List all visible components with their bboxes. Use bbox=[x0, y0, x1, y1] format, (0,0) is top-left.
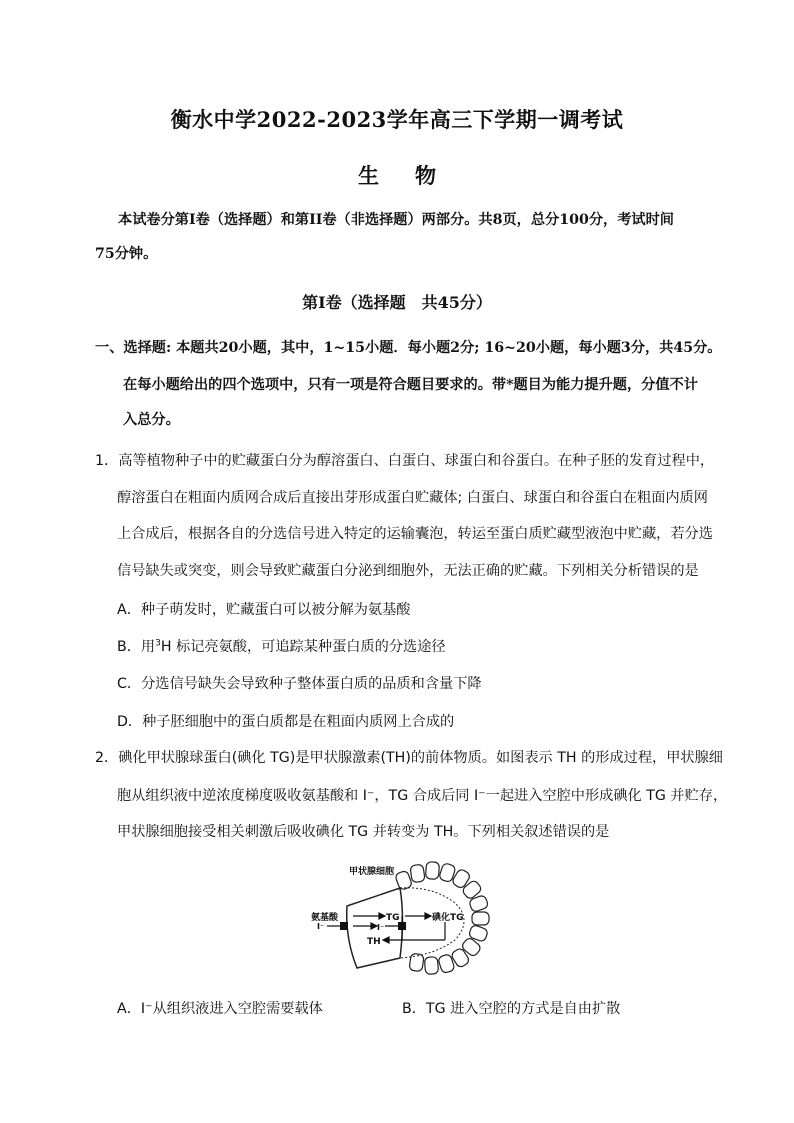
subject-char-2: 物 bbox=[415, 163, 436, 188]
cavity-transporter-icon bbox=[398, 922, 406, 930]
subject-char-1: 生 bbox=[358, 163, 379, 188]
intro-line-2: 75分钟。 bbox=[95, 246, 158, 262]
thyroid-follicle-diagram bbox=[305, 858, 495, 978]
q1-option-b-superscript: 3 bbox=[155, 638, 161, 649]
label-tg: TG bbox=[386, 913, 400, 923]
thyroid-cell-shape bbox=[347, 888, 403, 968]
instruction-line-3: 入总分。 bbox=[123, 412, 180, 428]
tg-arrowhead bbox=[425, 913, 431, 919]
instruction-line-1: 一、选择题: 本题共20小题，其中，1~15小题．每小题2分; 16~20小题，每小题3分，共45分。 bbox=[95, 340, 722, 356]
exam-title: 衡水中学2022-2023学年高三下学期一调考试 bbox=[170, 107, 624, 132]
label-amino-acid: 氨基酸 bbox=[311, 913, 339, 923]
subject-title bbox=[0, 160, 794, 190]
label-iodide-outside: I⁻ bbox=[317, 922, 325, 931]
q1-option-d: D．种子胚细胞中的蛋白质都是在粗面内质网上合成的 bbox=[117, 714, 455, 730]
intro-line-1: 本试卷分第I卷（选择题）和第II卷（非选择题）两部分。共8页，总分100分，考试时间 bbox=[118, 212, 674, 228]
section-title: 第I卷（选择题 共45分） bbox=[302, 293, 492, 312]
iodide-transporter-icon bbox=[340, 922, 348, 930]
q2-line-3: 甲状腺细胞接受相关刺激后吸收碘化 TG 并转变为 TH。下列相关叙述错误的是 bbox=[117, 824, 610, 840]
q2-option-a: A．I⁻从组织液进入空腔需要载体 bbox=[117, 1001, 323, 1017]
label-th: TH bbox=[367, 937, 381, 947]
instruction-line-2: 在每小题给出的四个选项中，只有一项是符合题目要求的。带*题目为能力提升题，分值不计 bbox=[123, 377, 698, 393]
label-iodinated-tg: 碘化TG bbox=[432, 913, 464, 923]
q2-line-2: 胞从组织液中逆浓度梯度吸收氨基酸和 I⁻，TG 合成后同 I⁻一起进入空腔中形成碘化 TG 并贮存， bbox=[117, 788, 728, 804]
q1-option-b bbox=[117, 636, 446, 656]
q1-option-b-prefix: B．用 bbox=[117, 639, 156, 655]
label-iodide-inside: I⁻ bbox=[377, 923, 385, 932]
q2-line-1: 2．碘化甲状腺球蛋白(碘化 TG)是甲状腺激素(TH)的前体物质。如图表示 TH 的形成过程，甲状腺细 bbox=[95, 750, 723, 766]
q1-line-2: 醇溶蛋白在粗面内质网合成后直接出芽形成蛋白贮藏体; 白蛋白、球蛋白和谷蛋白在粗面内质网 bbox=[117, 490, 708, 506]
q1-line-4: 信号缺失或突变，则会导致贮藏蛋白分泌到细胞外，无法正确的贮藏。下列相关分析错误的是 bbox=[117, 563, 699, 579]
q1-line-3: 上合成后，根据各自的分选信号进入特定的运输囊泡，转运至蛋白质贮藏型液泡中贮藏，若分选 bbox=[117, 526, 713, 542]
q1-option-c: C．分选信号缺失会导致种子整体蛋白质的品质和含量下降 bbox=[117, 676, 482, 692]
q1-option-b-text: H 标记亮氨酸，可追踪某种蛋白质的分选途径 bbox=[160, 639, 446, 655]
q2-option-b: B．TG 进入空腔的方式是自由扩散 bbox=[402, 1001, 621, 1017]
q1-line-1: 1．高等植物种子中的贮藏蛋白分为醇溶蛋白、白蛋白、球蛋白和谷蛋白。在种子胚的发育过程中， bbox=[95, 453, 715, 469]
q1-option-a: A．种子萌发时，贮藏蛋白可以被分解为氨基酸 bbox=[117, 602, 411, 618]
label-thyroid-cell: 甲状腺细胞 bbox=[349, 867, 395, 877]
